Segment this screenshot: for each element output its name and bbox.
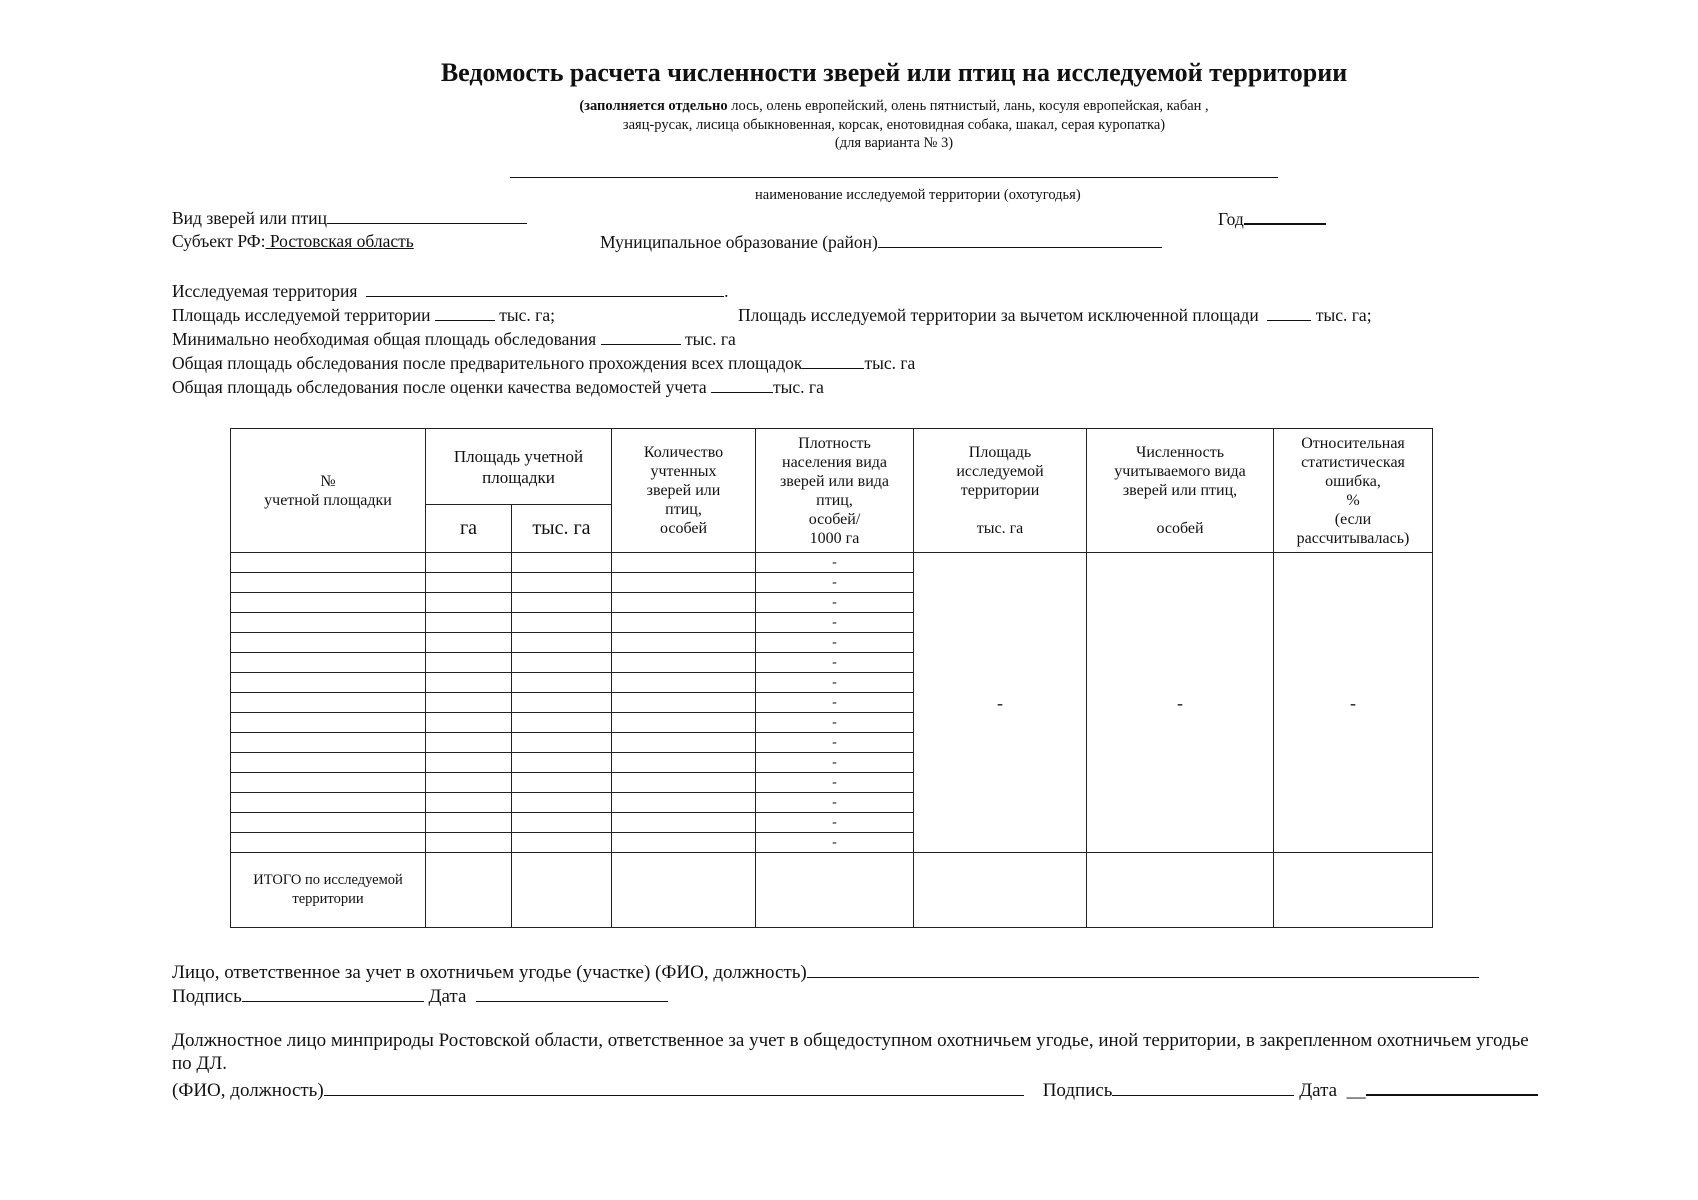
responsible-label: Лицо, ответственное за учет в охотничьем угодье (участке) (ФИО, должность) xyxy=(172,962,807,983)
responsible-field xyxy=(172,959,1479,984)
row-cell-kha[interactable] xyxy=(512,813,612,833)
row-cell-density[interactable]: - xyxy=(756,713,914,733)
row-cell-ha[interactable] xyxy=(426,593,512,613)
header-error: Относительная статистическая ошибка, % (если рассчитывалась) xyxy=(1274,429,1433,553)
date-label: Дата xyxy=(428,986,467,1007)
total-cell-ha[interactable] xyxy=(426,853,512,928)
row-cell-ha[interactable] xyxy=(426,713,512,733)
subtitle-line-2: заяц-русак, лисица обыкновенная, корсак, енотовидная собака, шакал, серая куропатка) xyxy=(622,117,1166,133)
signature-label: Подпись xyxy=(172,986,242,1007)
row-cell-ha[interactable] xyxy=(426,773,512,793)
municipal-label: Муниципальное образование (район) xyxy=(600,232,878,252)
species-field xyxy=(172,207,527,229)
area-field xyxy=(172,304,555,326)
total-prelim-label: Общая площадь обследования после предварительного прохождения всех площадок xyxy=(172,353,803,373)
row-cell-density[interactable]: - xyxy=(756,593,914,613)
subtitle-rest: лось, олень европейский, олень пятнистый, лань, косуля европейская, кабан , xyxy=(727,98,1209,114)
row-cell-count[interactable] xyxy=(612,773,756,793)
row-cell-no[interactable] xyxy=(231,733,426,753)
row-cell-count[interactable] xyxy=(612,653,756,673)
row-cell-kha[interactable] xyxy=(512,653,612,673)
row-cell-density[interactable]: - xyxy=(756,753,914,773)
total-quality-label: Общая площадь обследования после оценки качества ведомостей учета xyxy=(172,377,707,397)
row-cell-count[interactable] xyxy=(612,833,756,853)
row-cell-no[interactable] xyxy=(231,673,426,693)
row-cell-no[interactable] xyxy=(231,553,426,573)
species-label: Вид зверей или птиц xyxy=(172,208,327,228)
merged-cell-territory[interactable]: - xyxy=(914,553,1087,853)
total-prelim-field xyxy=(172,352,915,374)
row-cell-ha[interactable] xyxy=(426,693,512,713)
area-excl-field xyxy=(738,304,1372,326)
row-cell-count[interactable] xyxy=(612,573,756,593)
total-cell-count[interactable] xyxy=(612,853,756,928)
official-fio-field xyxy=(172,1076,1538,1102)
row-cell-kha[interactable] xyxy=(512,773,612,793)
row-cell-count[interactable] xyxy=(612,733,756,753)
row-cell-no[interactable] xyxy=(231,773,426,793)
date2-input-line[interactable] xyxy=(1366,1076,1538,1096)
municipal-field xyxy=(600,231,1162,253)
date2-prefix: __ xyxy=(1346,1080,1366,1101)
signature2-label: Подпись xyxy=(1042,1080,1113,1101)
territory-name-line[interactable] xyxy=(510,177,1278,178)
total-label: ИТОГО по исследуемой территории xyxy=(231,853,426,928)
row-cell-kha[interactable] xyxy=(512,693,612,713)
row-cell-count[interactable] xyxy=(612,753,756,773)
merged-cell-error[interactable]: - xyxy=(1274,553,1433,853)
year-field xyxy=(1218,207,1326,230)
row-cell-kha[interactable] xyxy=(512,733,612,753)
row-cell-count[interactable] xyxy=(612,793,756,813)
header-area-kha: тыс. га xyxy=(512,505,612,553)
row-cell-ha[interactable] xyxy=(426,553,512,573)
row-cell-count[interactable] xyxy=(612,553,756,573)
area-label: Площадь исследуемой территории xyxy=(172,305,431,325)
total-cell-population[interactable] xyxy=(1087,853,1274,928)
min-area-field xyxy=(172,328,736,350)
row-cell-density[interactable]: - xyxy=(756,813,914,833)
min-area-unit: тыс. га xyxy=(684,329,736,349)
min-area-input-line[interactable] xyxy=(601,328,681,345)
year-input-line[interactable] xyxy=(1244,207,1326,225)
header-density: Плотность населения вида зверей или вида птиц, особей/ 1000 га xyxy=(756,429,914,553)
row-cell-ha[interactable] xyxy=(426,793,512,813)
fio-label: (ФИО, должность) xyxy=(172,1080,324,1101)
header-population: Численность учитываемого вида зверей или птиц, особей xyxy=(1087,429,1274,553)
row-cell-density[interactable]: - xyxy=(756,613,914,633)
total-quality-input-line[interactable] xyxy=(711,376,773,393)
date-input-line[interactable] xyxy=(476,983,668,1002)
total-quality-field xyxy=(172,376,824,398)
total-quality-unit: тыс. га xyxy=(772,377,824,397)
subtitle-bold: (заполняется отдельно xyxy=(579,98,728,114)
area-input-line[interactable] xyxy=(435,304,495,321)
year-label: Год xyxy=(1218,209,1244,229)
row-cell-density[interactable]: - xyxy=(756,793,914,813)
row-cell-no[interactable] xyxy=(231,693,426,713)
row-cell-count[interactable] xyxy=(612,713,756,733)
row-cell-ha[interactable] xyxy=(426,633,512,653)
date2-label: Дата xyxy=(1299,1080,1338,1101)
row-cell-no[interactable] xyxy=(231,633,426,653)
row-cell-no[interactable] xyxy=(231,613,426,633)
subject-label: Субъект РФ: xyxy=(172,231,266,251)
table-body xyxy=(231,553,1433,853)
row-cell-density[interactable]: - xyxy=(756,693,914,713)
row-cell-ha[interactable] xyxy=(426,653,512,673)
row-cell-kha[interactable] xyxy=(512,593,612,613)
row-cell-ha[interactable] xyxy=(426,753,512,773)
official-text-2: по ДЛ. xyxy=(172,1053,228,1074)
row-cell-ha[interactable] xyxy=(426,613,512,633)
row-cell-density[interactable]: - xyxy=(756,773,914,793)
row-cell-kha[interactable] xyxy=(512,753,612,773)
row-cell-kha[interactable] xyxy=(512,713,612,733)
territory-label: Исследуемая территория xyxy=(172,281,358,301)
header-no: № учетной площадки xyxy=(231,429,426,553)
territory-input-line[interactable] xyxy=(366,280,724,297)
row-cell-density[interactable]: - xyxy=(756,633,914,653)
row-cell-ha[interactable] xyxy=(426,733,512,753)
row-cell-no[interactable] xyxy=(231,713,426,733)
subject-field xyxy=(172,231,414,252)
table-row xyxy=(231,553,1433,573)
row-cell-kha[interactable] xyxy=(512,793,612,813)
header-count: Количество учтенных зверей или птиц, особей xyxy=(612,429,756,553)
signature2-input-line[interactable] xyxy=(1112,1077,1294,1096)
header-territory-area: Площадь исследуемой территории тыс. га xyxy=(914,429,1087,553)
census-table xyxy=(230,428,1433,928)
row-cell-no[interactable] xyxy=(231,573,426,593)
subtitle-line-1 xyxy=(0,97,1698,116)
row-cell-no[interactable] xyxy=(231,653,426,673)
row-cell-no[interactable] xyxy=(231,833,426,853)
row-cell-no[interactable] xyxy=(231,593,426,613)
row-cell-ha[interactable] xyxy=(426,573,512,593)
row-cell-density[interactable]: - xyxy=(756,553,914,573)
row-cell-ha[interactable] xyxy=(426,833,512,853)
row-cell-ha[interactable] xyxy=(426,673,512,693)
area-excl-label: Площадь исследуемой территории за вычетом исключенной площади xyxy=(738,305,1259,325)
header-area-ha: га xyxy=(426,505,512,553)
fio-input-line[interactable] xyxy=(324,1077,1024,1096)
merged-cell-population[interactable]: - xyxy=(1087,553,1274,853)
species-input-line[interactable] xyxy=(327,207,527,224)
row-cell-no[interactable] xyxy=(231,793,426,813)
total-cell-density[interactable] xyxy=(756,853,914,928)
row-cell-no[interactable] xyxy=(231,753,426,773)
official-text: Должностное лицо минприроды Ростовской области, ответственное за учет в общедоступном охотничьем угодье, иной территории, в закрепленном охотничьем угодье xyxy=(172,1030,1529,1051)
row-cell-kha[interactable] xyxy=(512,613,612,633)
total-cell-kha[interactable] xyxy=(512,853,612,928)
municipal-input-line[interactable] xyxy=(878,231,1162,248)
row-cell-kha[interactable] xyxy=(512,633,612,653)
row-cell-kha[interactable] xyxy=(512,673,612,693)
total-prelim-unit: тыс. га xyxy=(864,353,916,373)
row-cell-density[interactable]: - xyxy=(756,733,914,753)
territory-name-caption: наименование исследуемой территории (охотугодья) xyxy=(755,187,1081,203)
row-cell-ha[interactable] xyxy=(426,813,512,833)
row-cell-count[interactable] xyxy=(612,613,756,633)
responsible-input-line[interactable] xyxy=(807,959,1307,978)
subtitle-line-3: (для варианта № 3) xyxy=(834,135,954,151)
area-unit: тыс. га; xyxy=(499,305,555,325)
document-title: Ведомость расчета численности зверей или птиц на исследуемой территории xyxy=(440,58,1348,87)
row-cell-kha[interactable] xyxy=(512,833,612,853)
row-cell-count[interactable] xyxy=(612,633,756,653)
row-cell-density[interactable]: - xyxy=(756,573,914,593)
signature-field xyxy=(172,983,668,1008)
total-cell-territory[interactable] xyxy=(914,853,1087,928)
area-excl-unit: тыс. га; xyxy=(1315,305,1372,325)
row-cell-count[interactable] xyxy=(612,673,756,693)
territory-end: . xyxy=(724,281,729,301)
min-area-label: Минимально необходимая общая площадь обследования xyxy=(172,329,597,349)
row-cell-count[interactable] xyxy=(612,813,756,833)
area-excl-input-line[interactable] xyxy=(1267,304,1311,321)
row-cell-kha[interactable] xyxy=(512,573,612,593)
row-cell-no[interactable] xyxy=(231,813,426,833)
row-cell-density[interactable]: - xyxy=(756,653,914,673)
total-cell-error[interactable] xyxy=(1274,853,1433,928)
signature-input-line[interactable] xyxy=(242,983,424,1002)
subject-value: Ростовская область xyxy=(265,231,414,251)
row-cell-density[interactable]: - xyxy=(756,673,914,693)
row-cell-count[interactable] xyxy=(612,693,756,713)
responsible-input-line-2[interactable] xyxy=(1307,959,1479,978)
row-cell-kha[interactable] xyxy=(512,553,612,573)
row-cell-count[interactable] xyxy=(612,593,756,613)
row-cell-density[interactable]: - xyxy=(756,833,914,853)
total-prelim-input-line[interactable] xyxy=(802,352,864,369)
territory-field xyxy=(172,280,729,302)
header-area: Площадь учетной площадки xyxy=(426,429,612,505)
